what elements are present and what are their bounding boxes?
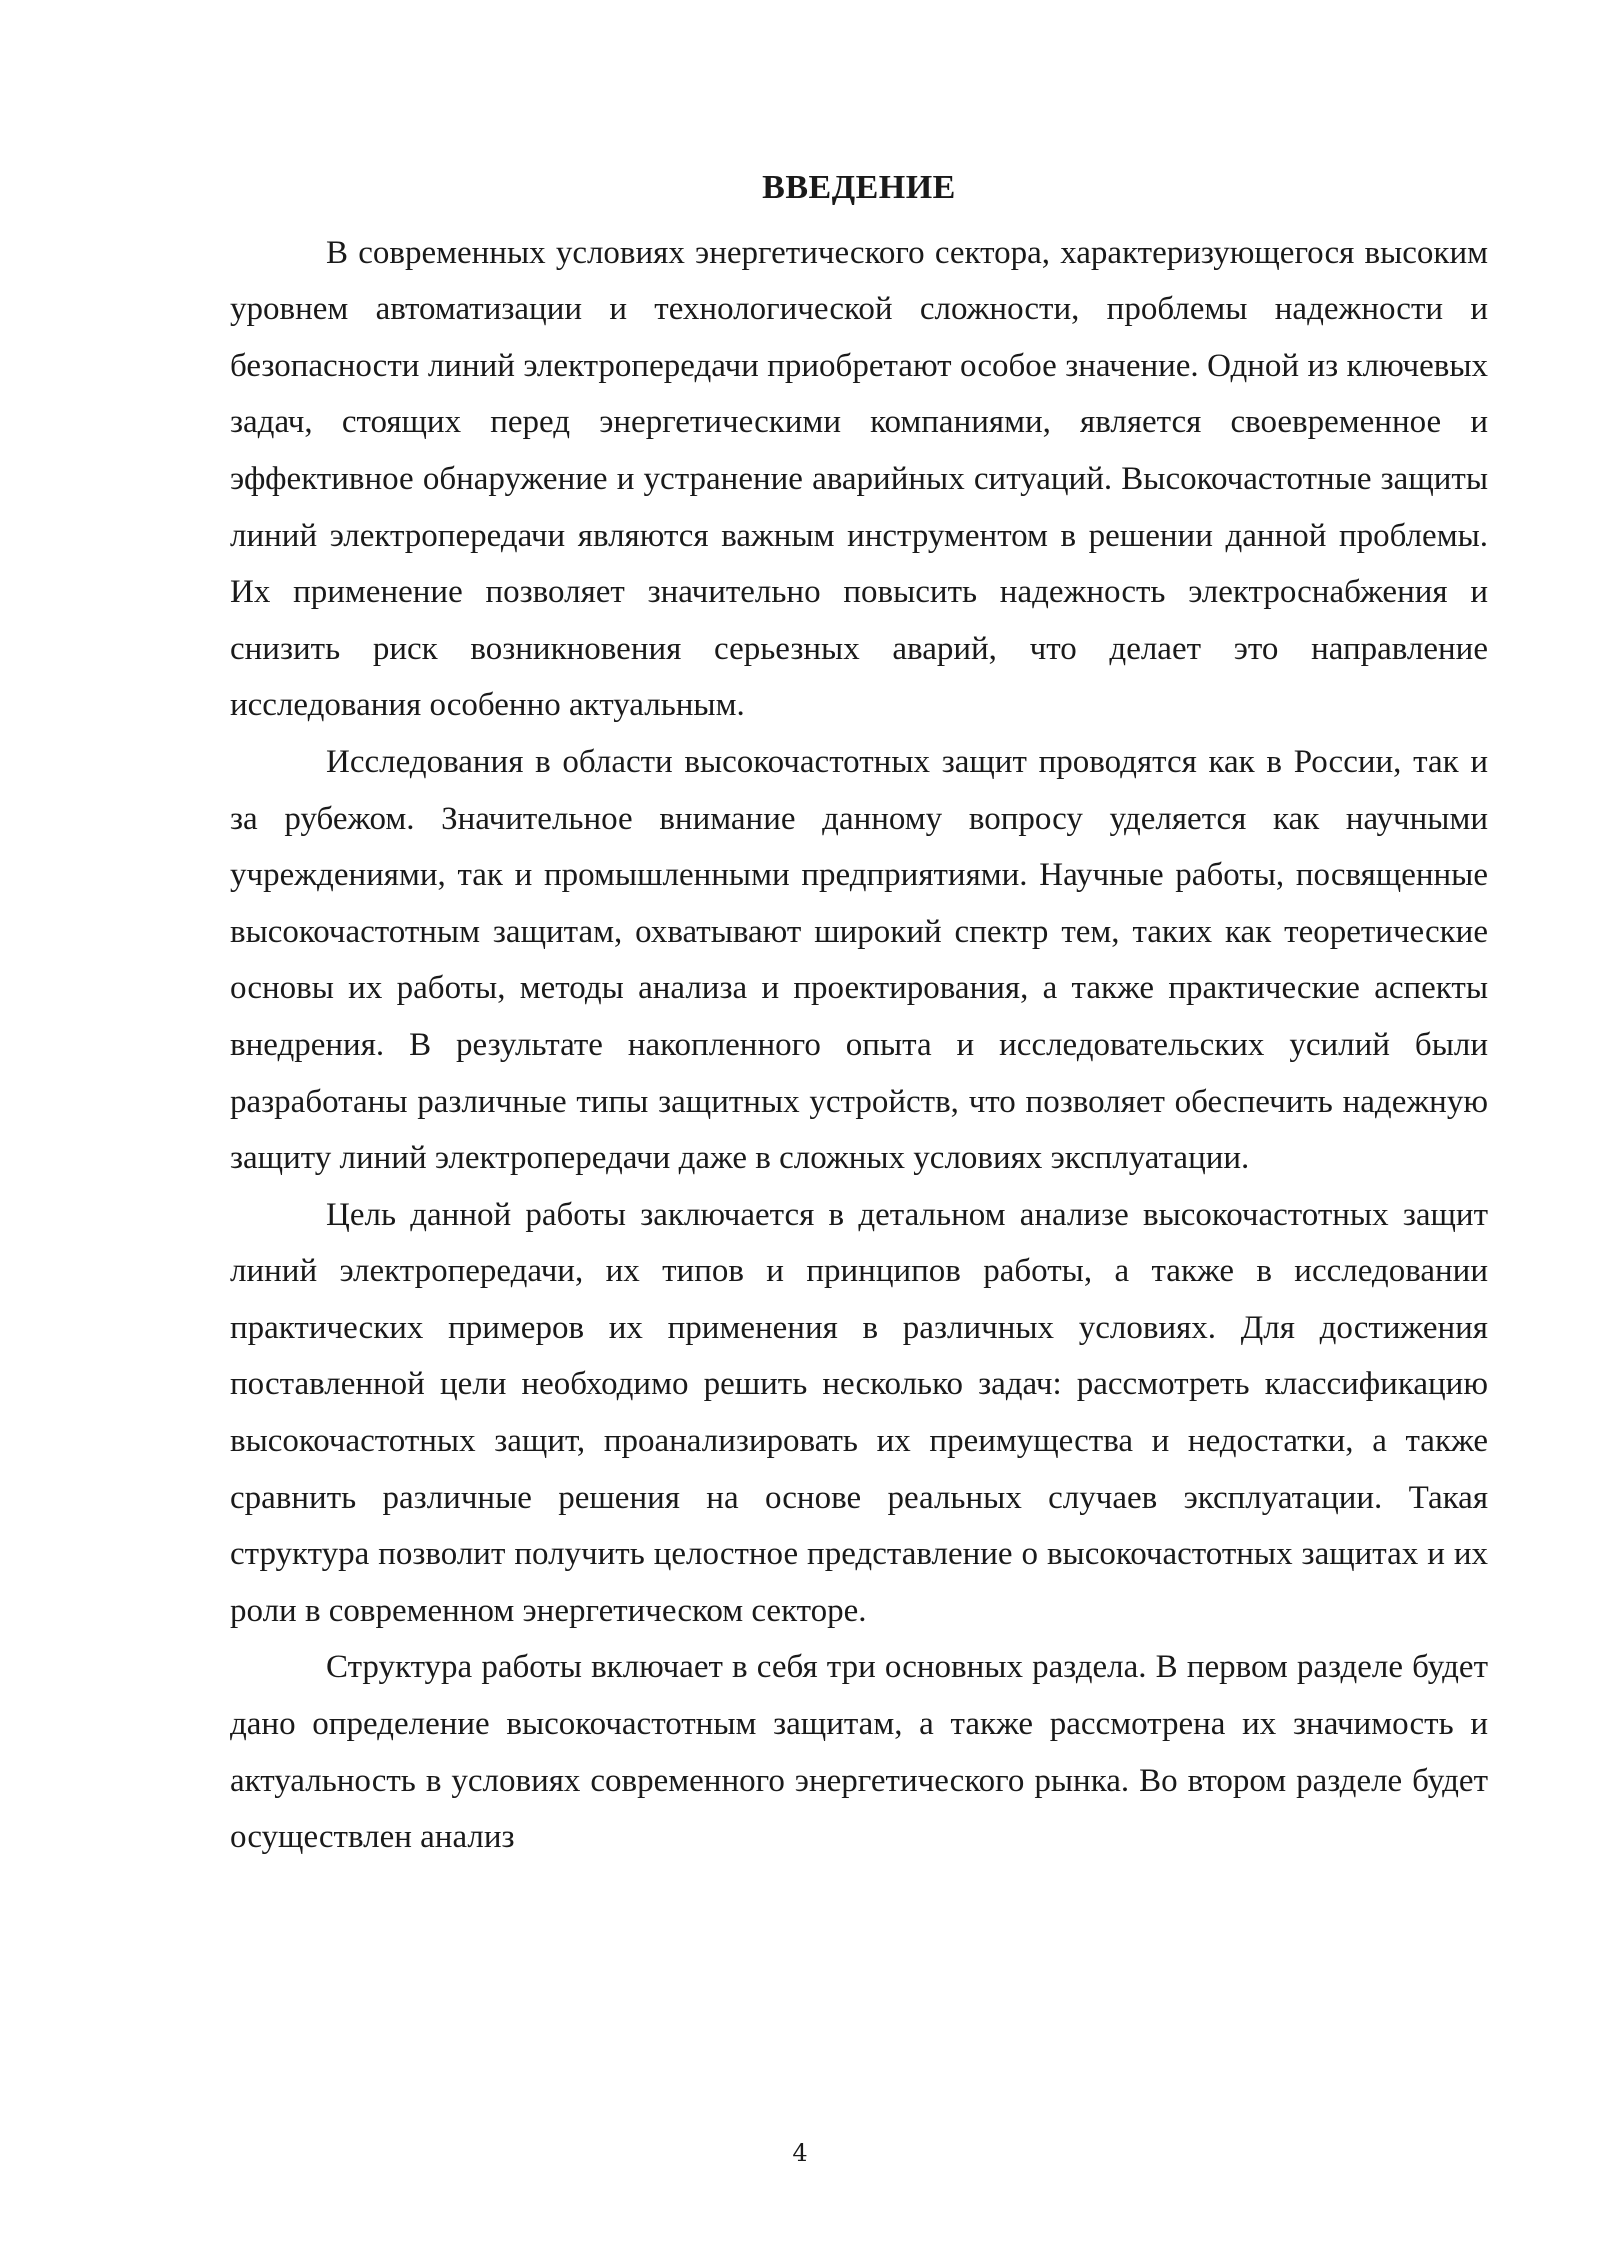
paragraph: Структура работы включает в себя три основных раздела. В первом разделе будет дано определение высокочастотным защитам, а также рассмотрена их значимость и актуальность в условиях современного энергетического рынка. Во втором разделе будет осуществлен анализ xyxy=(230,1649,1488,1856)
page-number: 4 xyxy=(792,2139,808,2167)
paragraph: Исследования в области высокочастотных защит проводятся как в России, так и за рубежом. Значительное внимание данному вопросу уделяется как научными учреждениями, так и промышленными предприятиями. Научные работы, посвященные высокочастотным защитам, охватывают широкий спектр тем, таких как теоретические основы их работы, методы анализа и проектирования, а также практические аспекты внедрения. В результате накопленного опыта и исследовательских усилий были разработаны различные типы защитных устройств, что позволяет обеспечить надежную защиту линий электропередачи даже в сложных условиях эксплуатации. xyxy=(230,743,1488,1177)
paragraph: Цель данной работы заключается в детальном анализе высокочастотных защит линий электропередачи, их типов и принципов работы, а также в исследовании практических примеров их применения в различных условиях. Для достижения поставленной цели необходимо решить несколько задач: рассмотреть классификацию высокочастотных защит, проанализировать их преимущества и недостатки, а также сравнить различные решения на основе реальных случаев эксплуатации. Такая структура позволит получить целостное представление о высокочастотных защитах и их роли в современном энергетическом секторе. xyxy=(230,1196,1488,1629)
section-title: ВВЕДЕНИЕ xyxy=(762,169,956,206)
page-content xyxy=(230,160,1488,1866)
paragraph: В современных условиях энергетического сектора, характеризующегося высоким уровнем автоматизации и технологической сложности, проблемы надежности и безопасности линий электропередачи приобретают особое значение. Одной из ключевых задач, стоящих перед энергетическими компаниями, является своевременное и эффективное обнаружение и устранение аварийных ситуаций. Высокочастотные защиты линий электропередачи являются важным инструментом в решении данной проблемы. Их применение позволяет значительно повысить надежность электроснабжения и снизить риск возникновения серьезных аварий, что делает это направление исследования особенно актуальным. xyxy=(230,234,1488,724)
